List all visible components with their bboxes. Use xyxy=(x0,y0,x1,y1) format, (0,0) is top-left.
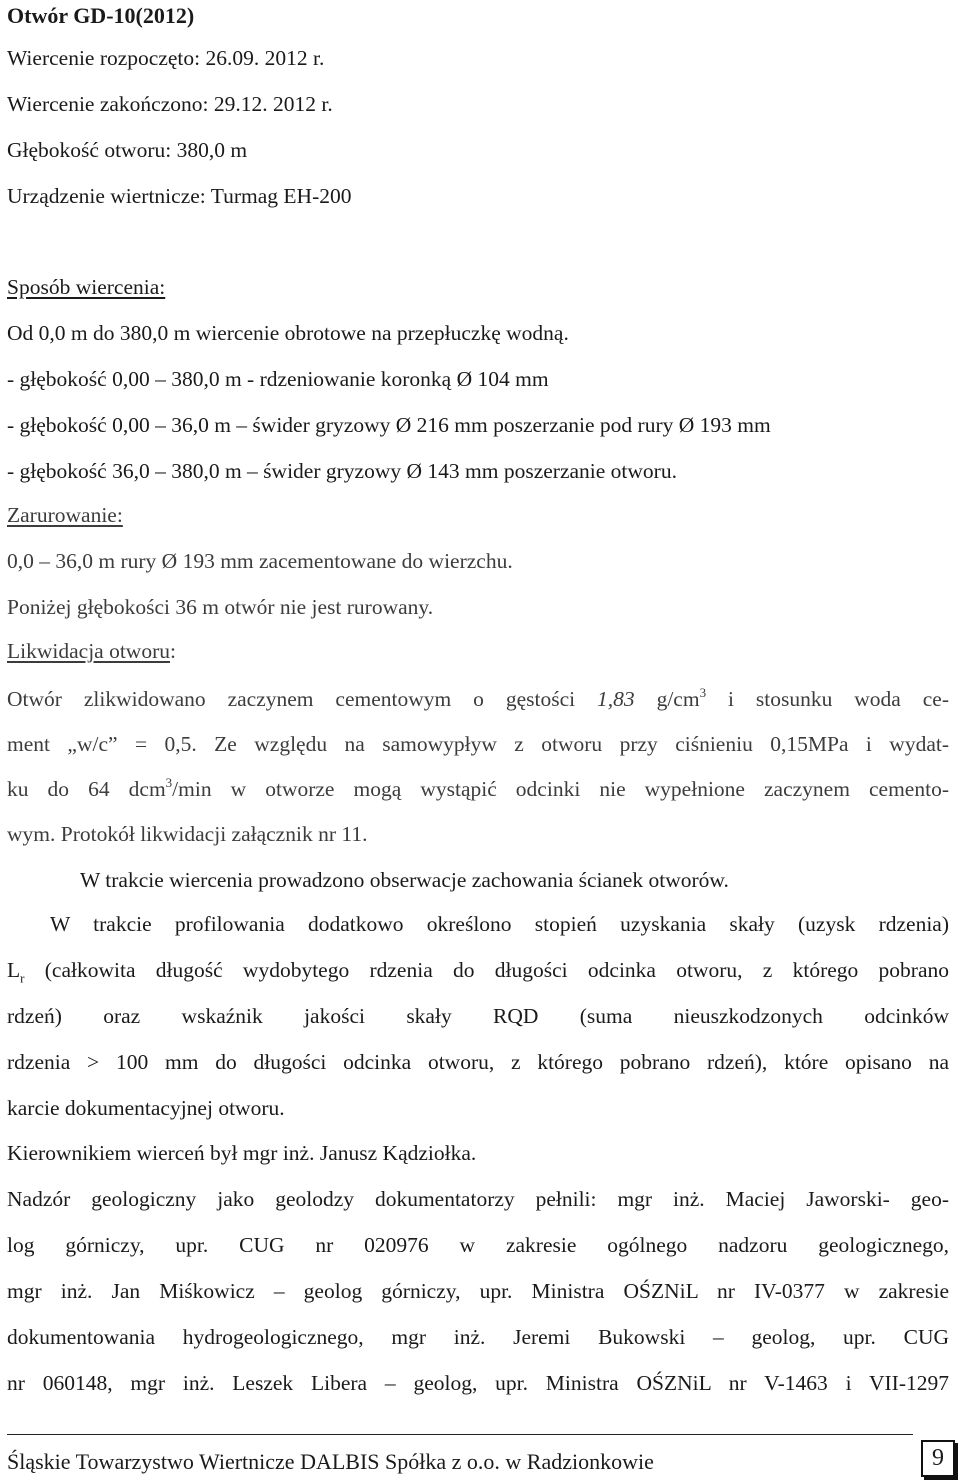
density-value: 1,83 xyxy=(597,687,635,711)
profiling-line: W trakcie profilowania dodatkowo określono stopień uzyskania skały (uzysk rdzenia) xyxy=(50,912,949,936)
superscript: 3 xyxy=(699,686,707,700)
drilling-item: - głębokość 0,00 – 36,0 m – świder gryzowy Ø 216 mm poszerzanie pod rury Ø 193 mm xyxy=(7,413,771,437)
density-unit: g/cm xyxy=(634,687,700,711)
liquidation-line xyxy=(7,686,949,713)
casing-heading: Zarurowanie: xyxy=(7,503,123,527)
profiling-line: karcie dokumentacyjnej otworu. xyxy=(7,1096,285,1120)
footer-company: Śląskie Towarzystwo Wiertnicze DALBIS Spółka z o.o. w Radzionkowie xyxy=(7,1449,654,1474)
casing-line: 0,0 – 36,0 m rury Ø 193 mm zacementowane do wierzchu. xyxy=(7,549,513,573)
liquidation-line: ment „w/c” = 0,5. Ze względu na samowypływ z otworu przy ciśnieniu 0,15MPa i wydat- xyxy=(7,732,949,756)
drilling-item: - głębokość 36,0 – 380,0 m – świder gryzowy Ø 143 mm poszerzanie otworu. xyxy=(7,459,677,483)
profiling-line xyxy=(7,957,949,984)
liquidation-line: wym. Protokół likwidacji załącznik nr 11. xyxy=(7,822,368,846)
drilling-rig: Urządzenie wiertnicze: Turmag EH-200 xyxy=(7,184,352,208)
footer-divider xyxy=(7,1434,913,1435)
drilling-intro: Od 0,0 m do 380,0 m wiercenie obrotowe na przepłuczkę wodną. xyxy=(7,321,569,345)
drilling-end: Wiercenie zakończono: 29.12. 2012 r. xyxy=(7,92,333,116)
drilling-method-heading: Sposób wiercenia: xyxy=(7,275,166,299)
supervision-line: log górniczy, upr. CUG nr 020976 w zakresie ogólnego nadzoru geologicznego, xyxy=(7,1233,949,1257)
drilling-start: Wiercenie rozpoczęto: 26.09. 2012 r. xyxy=(7,46,325,70)
borehole-title: Otwór GD-10(2012) xyxy=(7,3,195,28)
liquidation-line xyxy=(7,776,949,803)
borehole-depth: Głębokość otworu: 380,0 m xyxy=(7,138,248,162)
observations-paragraph: W trakcie wiercenia prowadzono obserwacje zachowania ścianek otworów. xyxy=(80,868,729,892)
profiling-text: (całkowita długość wydobytego rdzenia do długości odcinka otworu, z którego pobrano xyxy=(24,958,949,982)
profiling-line: rdzenia > 100 mm do długości odcinka otworu, z którego pobrano rdzeń), które opisano na xyxy=(7,1050,949,1074)
page-number: 9 xyxy=(921,1440,955,1477)
liquidation-text: /min w otworze mogą wystąpić odcinki nie wypełnione zaczynem cemento- xyxy=(172,777,949,801)
casing-line: Poniżej głębokości 36 m otwór nie jest rurowany. xyxy=(7,595,434,619)
liquidation-heading-colon: : xyxy=(170,639,176,663)
supervision-line: mgr inż. Jan Miśkowicz – geolog górniczy, upr. Ministra OŚZNiL nr IV-0377 w zakresie xyxy=(7,1279,949,1303)
liquidation-text: Otwór zlikwidowano zaczynem cementowym o gęstości xyxy=(7,687,598,711)
supervision-line: nr 060148, mgr inż. Leszek Libera – geolog, upr. Ministra OŚZNiL nr V-1463 i VII-1297 xyxy=(7,1371,949,1395)
drilling-item: - głębokość 0,00 – 380,0 m - rdzeniowanie koronką Ø 104 mm xyxy=(7,367,549,391)
drilling-manager: Kierownikiem wierceń był mgr inż. Janusz Kądziołka. xyxy=(7,1141,477,1165)
supervision-line: Nadzór geologiczny jako geolodzy dokumentatorzy pełnili: mgr inż. Maciej Jaworski- geo- xyxy=(7,1187,949,1211)
subscript: r xyxy=(20,970,25,984)
liquidation-text: ku do 64 dcm xyxy=(7,777,166,801)
liquidation-heading: Likwidacja otworu xyxy=(7,639,170,663)
superscript: 3 xyxy=(165,776,173,790)
liquidation-heading-line xyxy=(7,638,949,665)
profiling-text: L xyxy=(7,958,21,982)
profiling-line: rdzeń) oraz wskaźnik jakości skały RQD (suma nieuszkodzonych odcinków xyxy=(7,1004,949,1028)
supervision-line: dokumentowania hydrogeologicznego, mgr inż. Jeremi Bukowski – geolog, upr. CUG xyxy=(7,1325,949,1349)
liquidation-text: i stosunku woda ce- xyxy=(706,687,949,711)
